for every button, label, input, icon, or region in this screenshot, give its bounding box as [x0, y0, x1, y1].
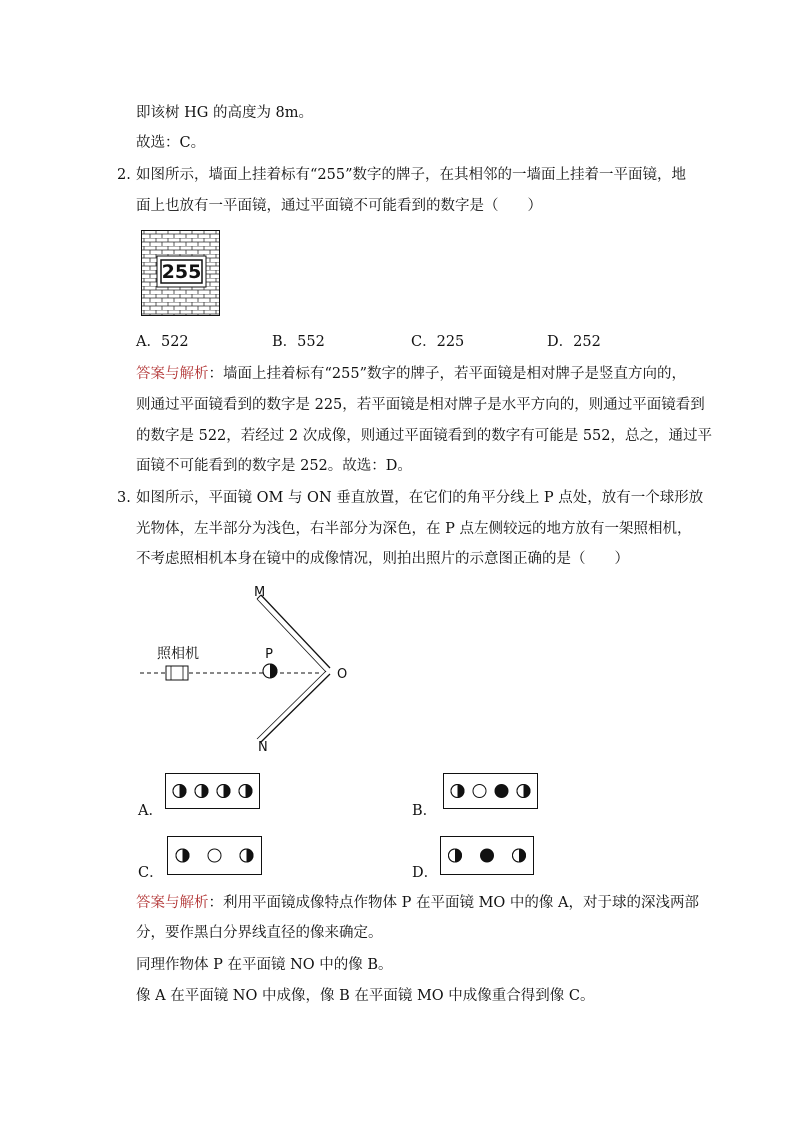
q3-option-c-label: C．: [138, 865, 164, 881]
question-2-text-2: 面上也放有一平面镜，通过平面镜不可能看到的数字是（ ）: [136, 198, 542, 214]
continuation-text-2: 故选：C。: [136, 135, 206, 151]
ball-p-icon: [263, 664, 277, 678]
q3-option-d-box: [440, 836, 534, 875]
q3-answer-line-2: 分，要作黑白分界线直径的像来确定。: [136, 925, 383, 941]
brick-wall-figure: [141, 230, 220, 316]
question-3-text-1: 如图所示，平面镜 OM 与 ON 垂直放置，在它们的角平分线上 P 点处，放有一个球形放: [136, 490, 704, 506]
ball-half-icon: [240, 849, 253, 862]
question-3-number: 3.: [117, 490, 131, 506]
q3-option-b-label: B．: [412, 803, 438, 819]
label-n: N: [258, 740, 268, 755]
q2-answer-label: 答案与解析: [136, 366, 209, 382]
q3-option-d-label: D．: [412, 865, 439, 881]
camera-label: 照相机: [157, 646, 199, 662]
ball-half-icon: [217, 785, 230, 798]
question-3-text-3: 不考虑照相机本身在镜中的成像情况，则拍出照片的示意图正确的是（ ）: [136, 551, 629, 567]
q3-option-a-box: [165, 773, 260, 809]
q2-answer-line-1: 答案与解析：墙面上挂着标有“255”数字的牌子，若平面镜是相对牌子是竖直方向的，: [136, 366, 686, 382]
question-2-number: 2.: [117, 167, 131, 183]
ball-half-icon: [451, 785, 464, 798]
q3-answer-line-1: 答案与解析：利用平面镜成像特点作物体 P 在平面镜 MO 中的像 A，对于球的深浅两部: [136, 895, 700, 911]
q3-option-a-label: A．: [138, 803, 163, 819]
ball-half-icon: [195, 785, 208, 798]
q2-answer-line-2: 则通过平面镜看到的数字是 225，若平面镜是相对牌子是水平方向的，则通过平面镜看到: [136, 397, 705, 413]
continuation-text-1: 即该树 HG 的高度为 8m。: [136, 105, 314, 121]
ball-black-icon: [495, 785, 508, 798]
ball-half-icon: [517, 785, 530, 798]
q3-option-b-box: [443, 773, 538, 809]
sign-number: 255: [161, 261, 202, 283]
q2-answer-line-3: 的数字是 522，若经过 2 次成像，则通过平面镜看到的数字有可能是 552，总之，通过平: [136, 428, 713, 444]
mirror-diagram: [130, 578, 360, 758]
ball-half-icon: [513, 849, 526, 862]
mirror-on: [257, 671, 330, 742]
q3-answer-label: 答案与解析: [136, 895, 209, 911]
ball-half-icon: [239, 785, 252, 798]
ball-half-icon: [176, 849, 189, 862]
q3-option-c-box: [167, 836, 262, 875]
ball-white-icon: [208, 849, 221, 862]
ball-half-icon: [449, 849, 462, 862]
ball-white-icon: [473, 785, 486, 798]
camera-icon: [166, 666, 188, 680]
q2-option-d: D．252: [547, 334, 601, 350]
q2-option-b: B．552: [272, 334, 325, 350]
q3-answer-line-4: 像 A 在平面镜 NO 中成像，像 B 在平面镜 MO 中成像重合得到像 C。: [136, 988, 595, 1004]
ball-black-icon: [481, 849, 494, 862]
question-2-text-1: 如图所示，墙面上挂着标有“255”数字的牌子，在其相邻的一墙面上挂着一平面镜，地: [136, 167, 686, 183]
q2-option-a: A．522: [136, 334, 189, 350]
q2-answer-line-4: 面镜不可能看到的数字是 252。故选：D。: [136, 458, 412, 474]
label-p: P: [265, 647, 273, 662]
label-o: O: [337, 667, 348, 682]
label-m: M: [254, 585, 266, 600]
ball-half-icon: [173, 785, 186, 798]
q3-answer-line-3: 同理作物体 P 在平面镜 NO 中的像 B。: [136, 957, 393, 973]
question-3-text-2: 光物体，左半部分为浅色，右半部分为深色，在 P 点左侧较远的地方放有一架照相机，: [136, 521, 692, 537]
q2-option-c: C．225: [411, 334, 465, 350]
